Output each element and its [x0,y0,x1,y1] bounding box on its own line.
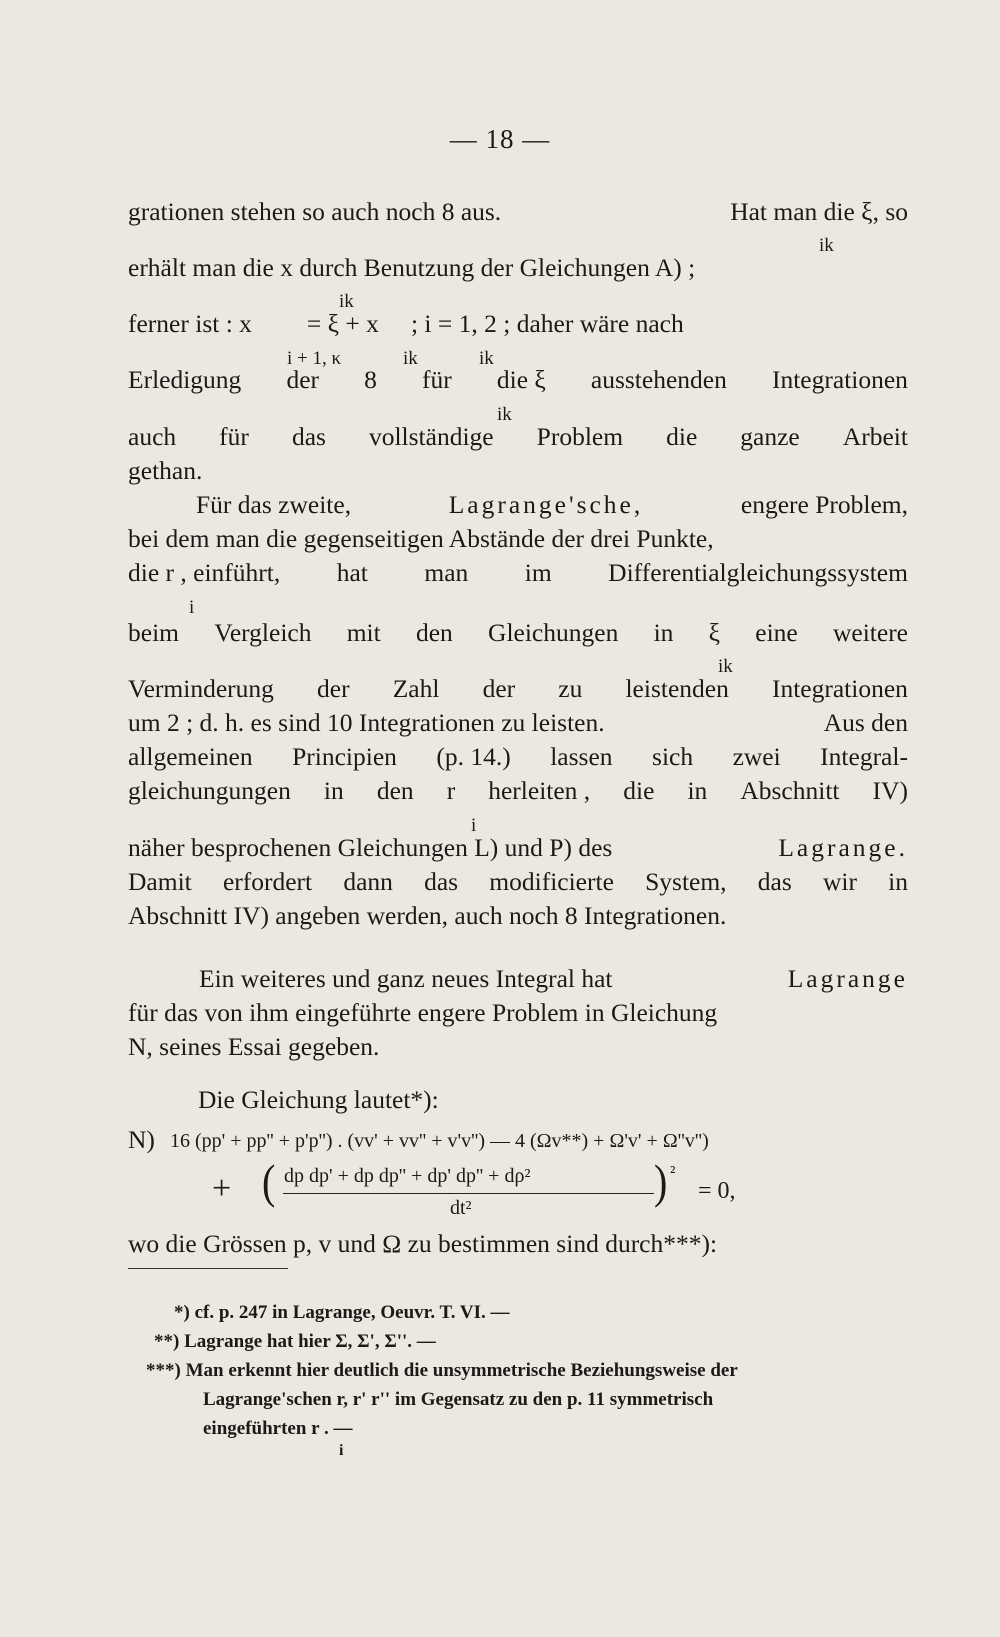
text-segment: System, [645,867,727,896]
text-segment: die [623,776,655,805]
text-line-9 [128,558,908,588]
text-segment: Vergleich [214,618,312,647]
text-segment: herleiten , [488,776,591,805]
text-segment: Damit [128,867,192,896]
text-segment: Gleichungen [488,618,619,647]
text-segment: Integrationen [771,674,908,703]
footnote-divider [128,1268,288,1269]
text-segment: hat [336,558,368,587]
text-segment: engere Problem, [740,490,908,519]
equation-label: N) [128,1125,155,1154]
text-segment: die [666,422,698,451]
equation-denominator: dt² [450,1197,472,1219]
text-segment: zu [558,674,583,703]
text-segment: beim [128,618,179,647]
text-line-4 [128,365,908,395]
text-segment: Principien [292,742,397,771]
text-segment: dann [343,867,393,896]
text-segment: IV) [872,776,908,805]
text-segment: Abschnitt [740,776,840,805]
subscript: ik [497,404,512,425]
text-segment: den [376,776,414,805]
text-segment: Ein weiteres und ganz neues Integral hat [199,964,613,993]
text-segment: ausstehenden [590,365,727,394]
equation-line-1: 16 (pp' + pp'' + p'p'') . (vv' + vv'' + v'v'') — 4 (Ωv**) + Ω'v' + Ω''v'') [170,1130,709,1152]
text-segment: das [424,867,459,896]
text-segment: sich [652,742,694,771]
text-segment: Hat man die ξ [730,197,873,226]
text-segment: die r , einführt, [128,558,281,587]
text-segment: der [286,365,319,394]
text-segment: der [482,674,516,703]
equation-plus: + [212,1170,232,1207]
text-line-14 [128,776,908,806]
text-segment: eine [755,618,798,647]
text-segment: Integral- [820,742,908,771]
text-segment: in [653,618,674,647]
text-segment: ganze [740,422,800,451]
text-segment: der [317,674,350,703]
footnote-1: *) cf. p. 247 in Lagrange, Oeuvr. T. VI. — [174,1302,510,1323]
text-line-18 [199,964,908,994]
paren-right: ) [654,1154,668,1209]
text-segment: vollständige [368,422,494,451]
equation-rhs: = 0, [698,1178,736,1204]
text-line-12 [128,708,908,738]
text-segment: das [757,867,792,896]
text-segment: 8 [364,365,377,394]
text-segment: weitere [832,618,908,647]
text-segment: in [888,867,908,896]
footnote-3: ***) Man erkennt hier deutlich die unsymmetrische Beziehungsweise der [146,1360,738,1381]
text-segment: näher besprochenen Gleichungen L) und P) des [128,833,613,862]
text-segment: für [422,365,452,394]
text-segment: (p. 14.) [436,742,511,771]
subscript: i [189,597,195,618]
text-line-1 [128,197,908,227]
text-segment: Integrationen [771,365,908,394]
text-line-13 [128,742,908,772]
equation-numerator: dp dp' + dp dp'' + dp' dp'' + dρ² [284,1165,531,1187]
text-segment: die ξ [496,365,546,394]
text-segment: in [687,776,708,805]
text-line-6: gethan. [128,456,203,485]
author-name: Lagrange [787,964,908,993]
text-line-2: erhält man die x durch Benutzung der Gleichungen A) ; [128,253,696,282]
text-segment: man [424,558,469,587]
text-segment: im [524,558,552,587]
text-line-20: N, seines Essai gegeben. [128,1032,380,1061]
text-segment: ξ [708,618,721,647]
text-segment: erfordert [222,867,313,896]
text-segment: um 2 ; d. h. es sind 10 Integrationen zu leisten. [128,708,605,737]
text-segment: Verminderung [128,674,274,703]
paren-left: ( [262,1154,276,1209]
text-segment: ferner ist : x [128,309,252,338]
text-segment: auch [128,422,177,451]
text-line-11 [128,674,908,704]
text-line-19: für das von ihm eingeführte engere Problem in Gleichung [128,998,718,1027]
text-segment: in [323,776,344,805]
text-segment: ; i = 1, 2 ; daher wäre nach [410,309,684,338]
subscript: ik [718,656,733,677]
text-segment: lassen [550,742,613,771]
text-segment: gleichungungen [128,776,291,805]
text-segment: Erledigung [128,365,242,394]
subscript: i [471,815,477,836]
subscript: ik [339,291,354,312]
text-line-15 [128,833,908,863]
text-segment: Arbeit [842,422,908,451]
text-line-10 [128,618,908,648]
fraction-bar [283,1193,654,1194]
footnote-3-end: eingeführten r . — [203,1418,353,1439]
text-segment: Differentialgleichungssystem [608,558,908,587]
text-segment: allgemeinen [128,742,253,771]
text-segment: , so [872,197,908,226]
subscript: ik [819,235,834,256]
author-name: Lagrange'sche, [448,490,644,519]
text-line-7 [196,490,908,520]
author-name: Lagrange. [778,833,908,862]
text-segment: Aus den [823,708,908,737]
text-line-21: Die Gleichung lautet*): [198,1085,439,1114]
text-segment: leistenden [625,674,729,703]
text-segment: für [219,422,249,451]
subscript: i [339,1442,344,1459]
footnote-2: **) Lagrange hat hier Σ, Σ', Σ''. — [154,1331,436,1352]
footnote-3-cont: Lagrange'schen r, r' r'' im Gegensatz zu den p. 11 symmetrisch [203,1389,714,1410]
text-segment: grationen stehen so auch noch 8 aus. [128,197,502,226]
equation-exponent: ² [670,1162,676,1182]
text-line-5 [128,422,908,452]
text-segment: modificierte [489,867,614,896]
text-segment: mit [346,618,381,647]
text-segment: = ξ + x [306,309,379,338]
text-segment: Für das zweite, [196,490,352,519]
text-segment: r [446,776,456,805]
text-segment: Problem [536,422,624,451]
text-line-8: bei dem man die gegenseitigen Abstände der drei Punkte, [128,524,714,553]
text-segment: wir [822,867,857,896]
text-segment: den [415,618,453,647]
text-segment: zwei [732,742,781,771]
text-line-16 [128,867,908,897]
subscript: i + 1, κ [287,348,342,369]
text-line-17: Abschnitt IV) angeben werden, auch noch 8 Integrationen. [128,901,727,930]
text-segment: das [291,422,326,451]
subscript: ik [479,348,494,369]
text-line-22: wo die Grössen p, v und Ω zu bestimmen sind durch***): [128,1229,718,1258]
subscript: ik [403,348,418,369]
text-segment: Zahl [392,674,440,703]
text-line-3 [128,309,908,339]
page-number: — 18 — [449,124,551,154]
